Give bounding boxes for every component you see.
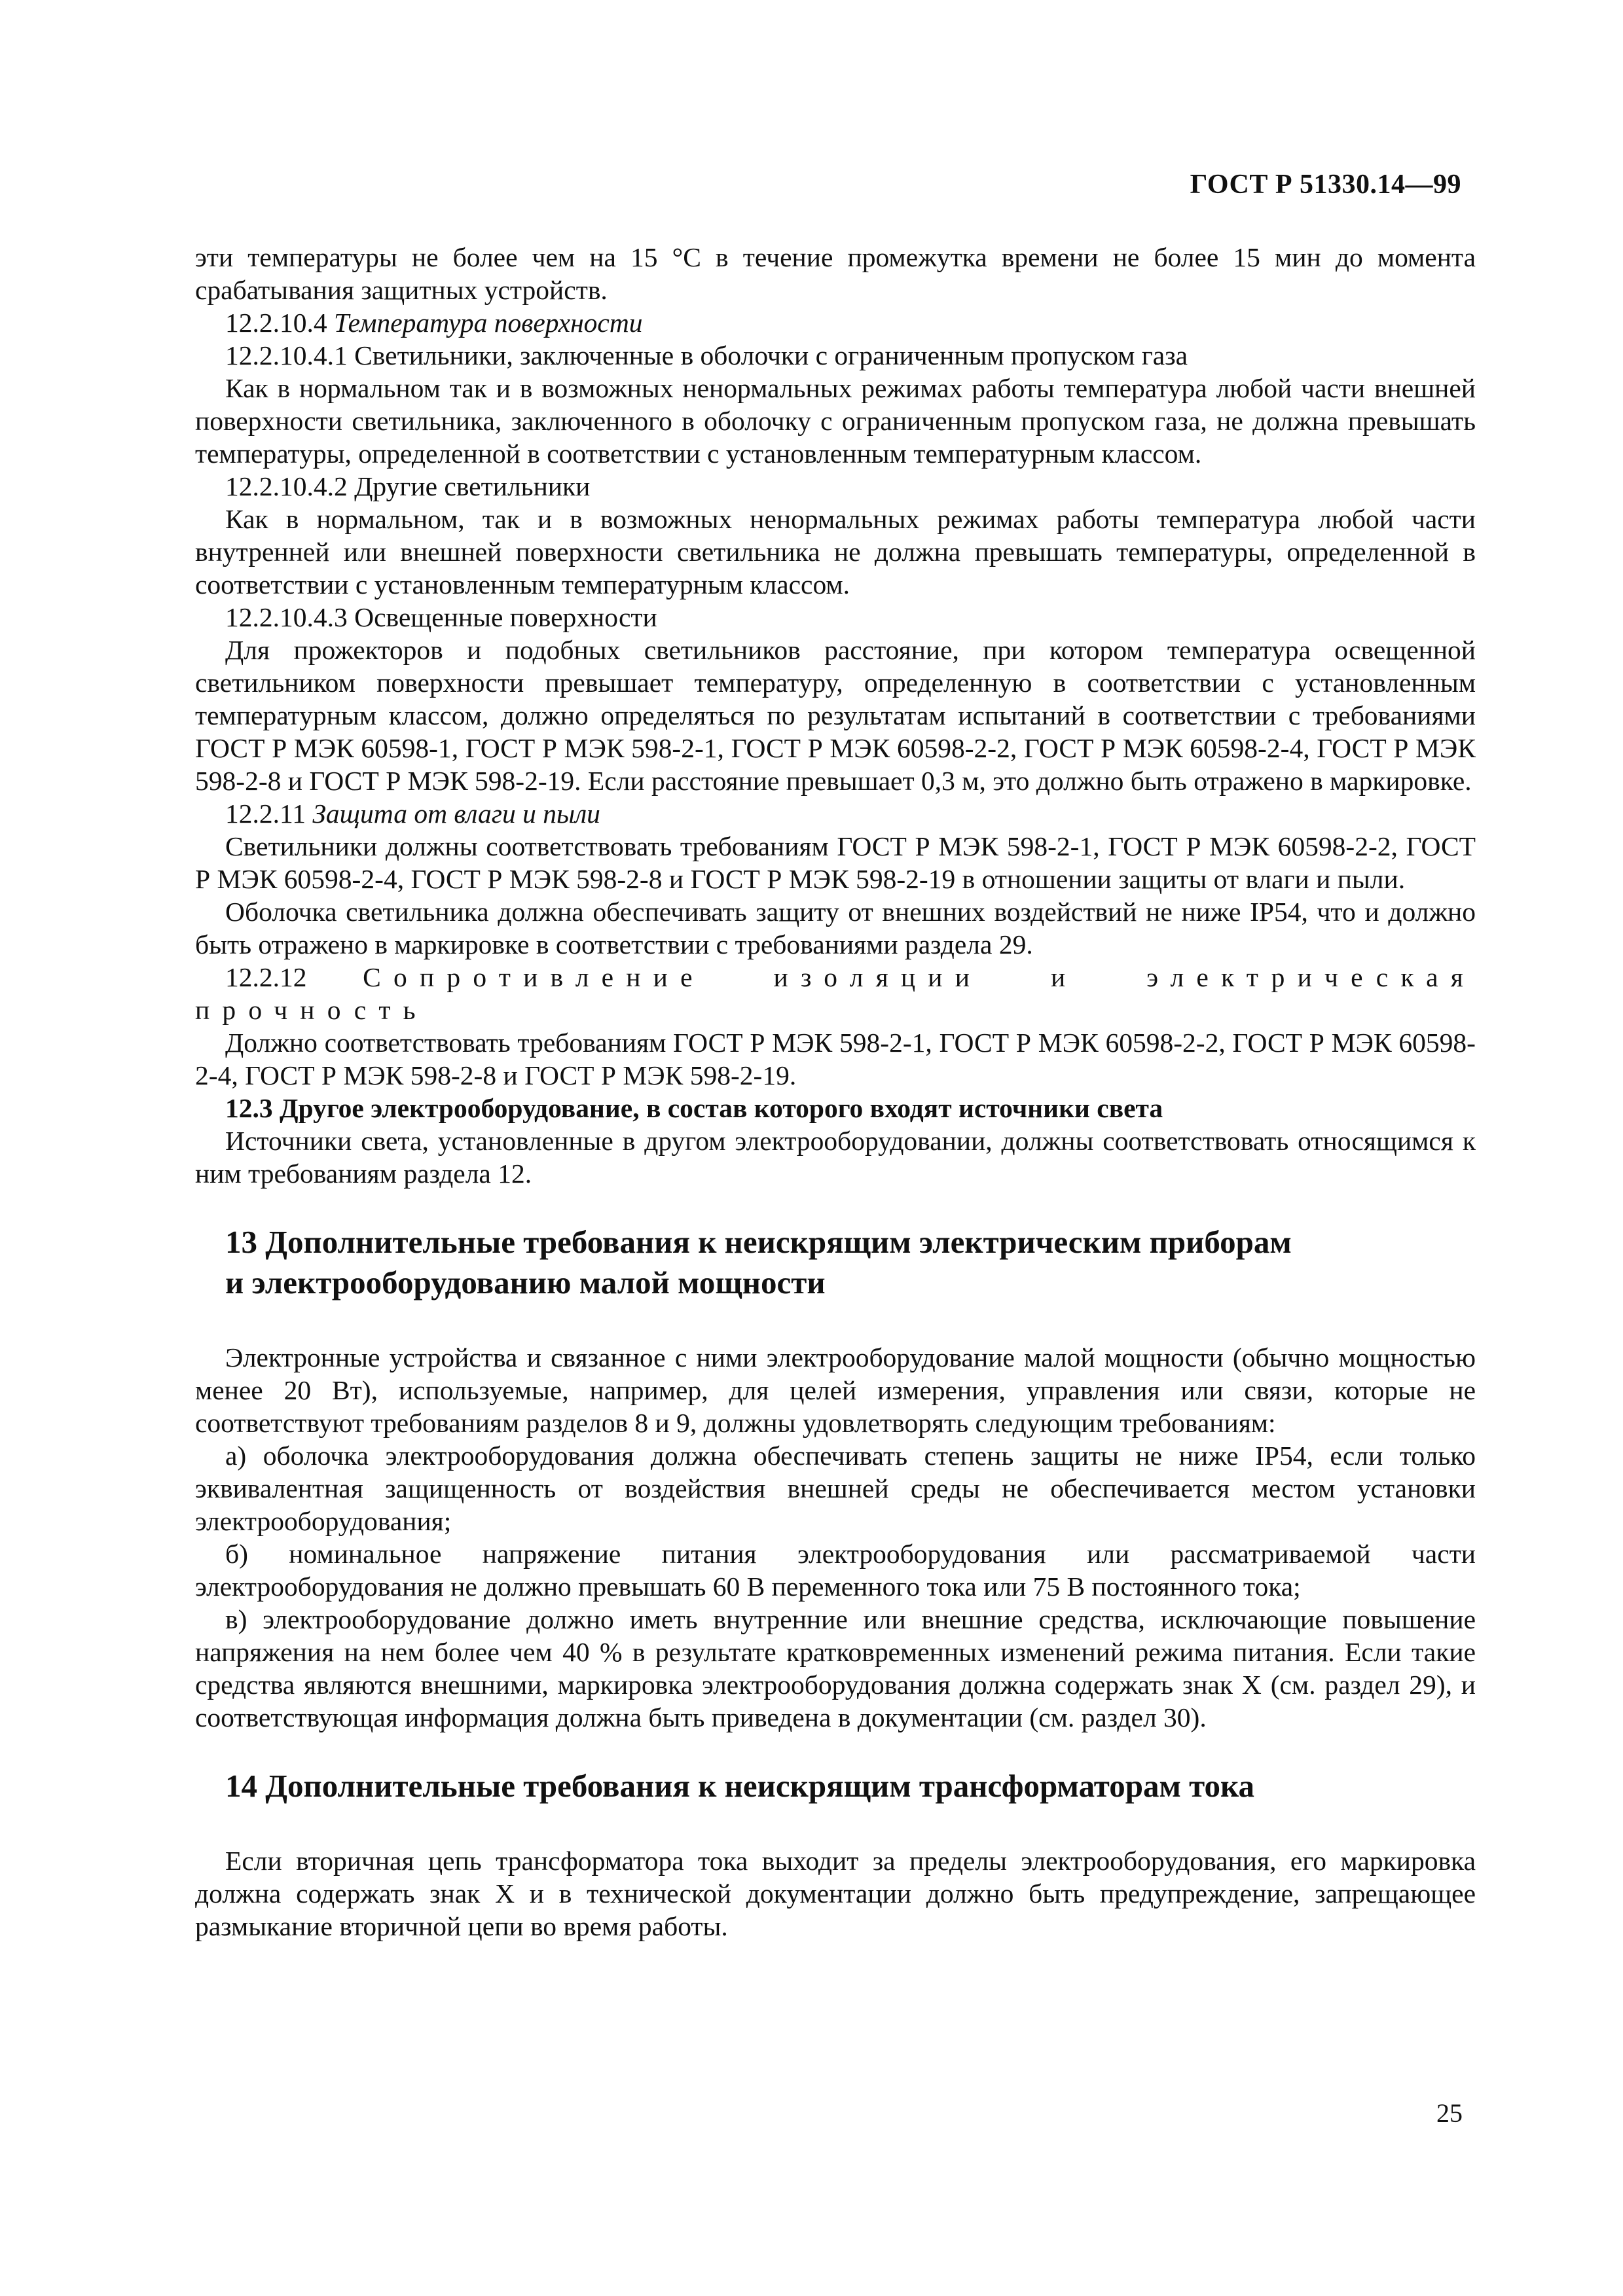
- clause-title: Температура поверхности: [334, 308, 643, 338]
- subsection-heading: 12.2.10.4.1 Светильники, заключенные в оболочки с ограниченным пропуском газа: [225, 340, 1188, 370]
- spacer: [195, 1734, 1476, 1766]
- spacer: [195, 1190, 1476, 1222]
- clause-title: Сопротивление изоляции и электрическая прочность: [195, 962, 1476, 1025]
- spacer: [195, 1806, 1476, 1844]
- section-heading-14: 14 Дополнительные требования к неискрящим трансформаторам тока: [225, 1768, 1255, 1804]
- paragraph: Электронные устройства и связанное с ними электрооборудование малой мощности (обычно мощностью менее 20 Вт), используемые, например, для целей измерения, управления или связи, которые не соответствуют требованиям разделов 8 и 9, должны удовлетворять следующим требованиям:: [195, 1342, 1476, 1438]
- paragraph: эти температуры не более чем на 15 °С в течение промежутка времени не более 15 мин до момента срабатывания защитных устройств.: [195, 242, 1476, 305]
- paragraph: Должно соответствовать требованиям ГОСТ Р МЭК 598-2-1, ГОСТ Р МЭК 60598-2-2, ГОСТ Р МЭК 60598-2-4, ГОСТ Р МЭК 598-2-8 и ГОСТ Р МЭК 598-2-19.: [195, 1028, 1476, 1090]
- paragraph: Как в нормальном так и в возможных ненормальных режимах работы температура любой части внешней поверхности светильника, заключенного в оболочку с ограниченным пропуском газа, не должна превышать температуры, определенной в соответствии с установленным температурным классом.: [195, 373, 1476, 469]
- list-item: в) электрооборудование должно иметь внутренние или внешние средства, исключающие повышение напряжения на нем более чем 40 % в результате кратковременных изменений режима питания. Если такие средства являются внешними, маркировка электрооборудования должна содержать знак X (см. раздел 29), и соответствующая информация должна быть приведена в документации (см. раздел 30).: [195, 1604, 1476, 1732]
- document-header: ГОСТ Р 51330.14—99: [1190, 170, 1461, 200]
- subsection-heading: 12.3 Другое электрооборудование, в состав которого входят источники света: [225, 1093, 1163, 1123]
- clause-number: 12.2.10.4: [225, 308, 327, 338]
- subsection-heading: 12.2.10.4.3 Освещенные поверхности: [225, 602, 657, 632]
- subsection-heading: [195, 306, 1476, 339]
- paragraph: Источники света, установленные в другом электрооборудовании, должны соответствовать относящимся к ним требованиям раздела 12.: [195, 1126, 1476, 1189]
- subsection-heading: [195, 961, 1476, 1026]
- spacer: [195, 1303, 1476, 1341]
- clause-number: 12.2.12: [225, 962, 307, 992]
- subsection-heading: [195, 797, 1476, 830]
- paragraph: Как в нормальном, так и в возможных ненормальных режимах работы температура любой части внутренней или внешней поверхности светильника не должна превышать температуры, определенной в соответствии с установленным температурным классом.: [195, 504, 1476, 600]
- page-number: 25: [1436, 2098, 1463, 2128]
- paragraph: Светильники должны соответствовать требованиям ГОСТ Р МЭК 598-2-1, ГОСТ Р МЭК 60598-2-2, ГОСТ Р МЭК 60598-2-4, ГОСТ Р МЭК 598-2-8 и ГОСТ Р МЭК 598-2-19 в отношении защиты от влаги и пыли.: [195, 831, 1476, 894]
- document-body: [195, 241, 1476, 1943]
- paragraph: Если вторичная цепь трансформатора тока выходит за пределы электрооборудования, его маркировка должна содержать знак X и в технической документации должно быть предупреждение, запрещающее размыкание вторичной цепи во время работы.: [195, 1846, 1476, 1941]
- clause-title: Защита от влаги и пыли: [312, 798, 600, 829]
- list-item: а) оболочка электрооборудования должна обеспечивать степень защиты не ниже IP54, если только эквивалентная защищенность от воздействия внешней среды не обеспечивается местом установки электрооборудования;: [195, 1441, 1476, 1536]
- heading-line: 13 Дополнительные требования к неискрящим электрическим приборам: [225, 1224, 1292, 1260]
- list-item: б) номинальное напряжение питания электрооборудования или рассматриваемой части электрооборудования не должно превышать 60 В переменного тока или 75 В постоянного тока;: [195, 1539, 1476, 1602]
- paragraph: Для прожекторов и подобных светильников расстояние, при котором температура освещенной светильником поверхности превышает температуру, определенную в соответствии с установленным температурным классом, должно определяться по результатам испытаний в соответствии с требованиями ГОСТ Р МЭК 60598-1, ГОСТ Р МЭК 598-2-1, ГОСТ Р МЭК 60598-2-2, ГОСТ Р МЭК 60598-2-4, ГОСТ Р МЭК 598-2-8 и ГОСТ Р МЭК 598-2-19. Если расстояние превышает 0,3 м, это должно быть отражено в маркировке.: [195, 635, 1476, 796]
- clause-number: 12.2.11: [225, 798, 306, 829]
- section-heading-13: [195, 1222, 1476, 1303]
- subsection-heading: 12.2.10.4.2 Другие светильники: [225, 471, 591, 501]
- paragraph: Оболочка светильника должна обеспечивать защиту от внешних воздействий не ниже IP54, что и должно быть отражено в маркировке в соответствии с требованиями раздела 29.: [195, 897, 1476, 960]
- heading-line: и электрооборудованию малой мощности: [225, 1265, 826, 1300]
